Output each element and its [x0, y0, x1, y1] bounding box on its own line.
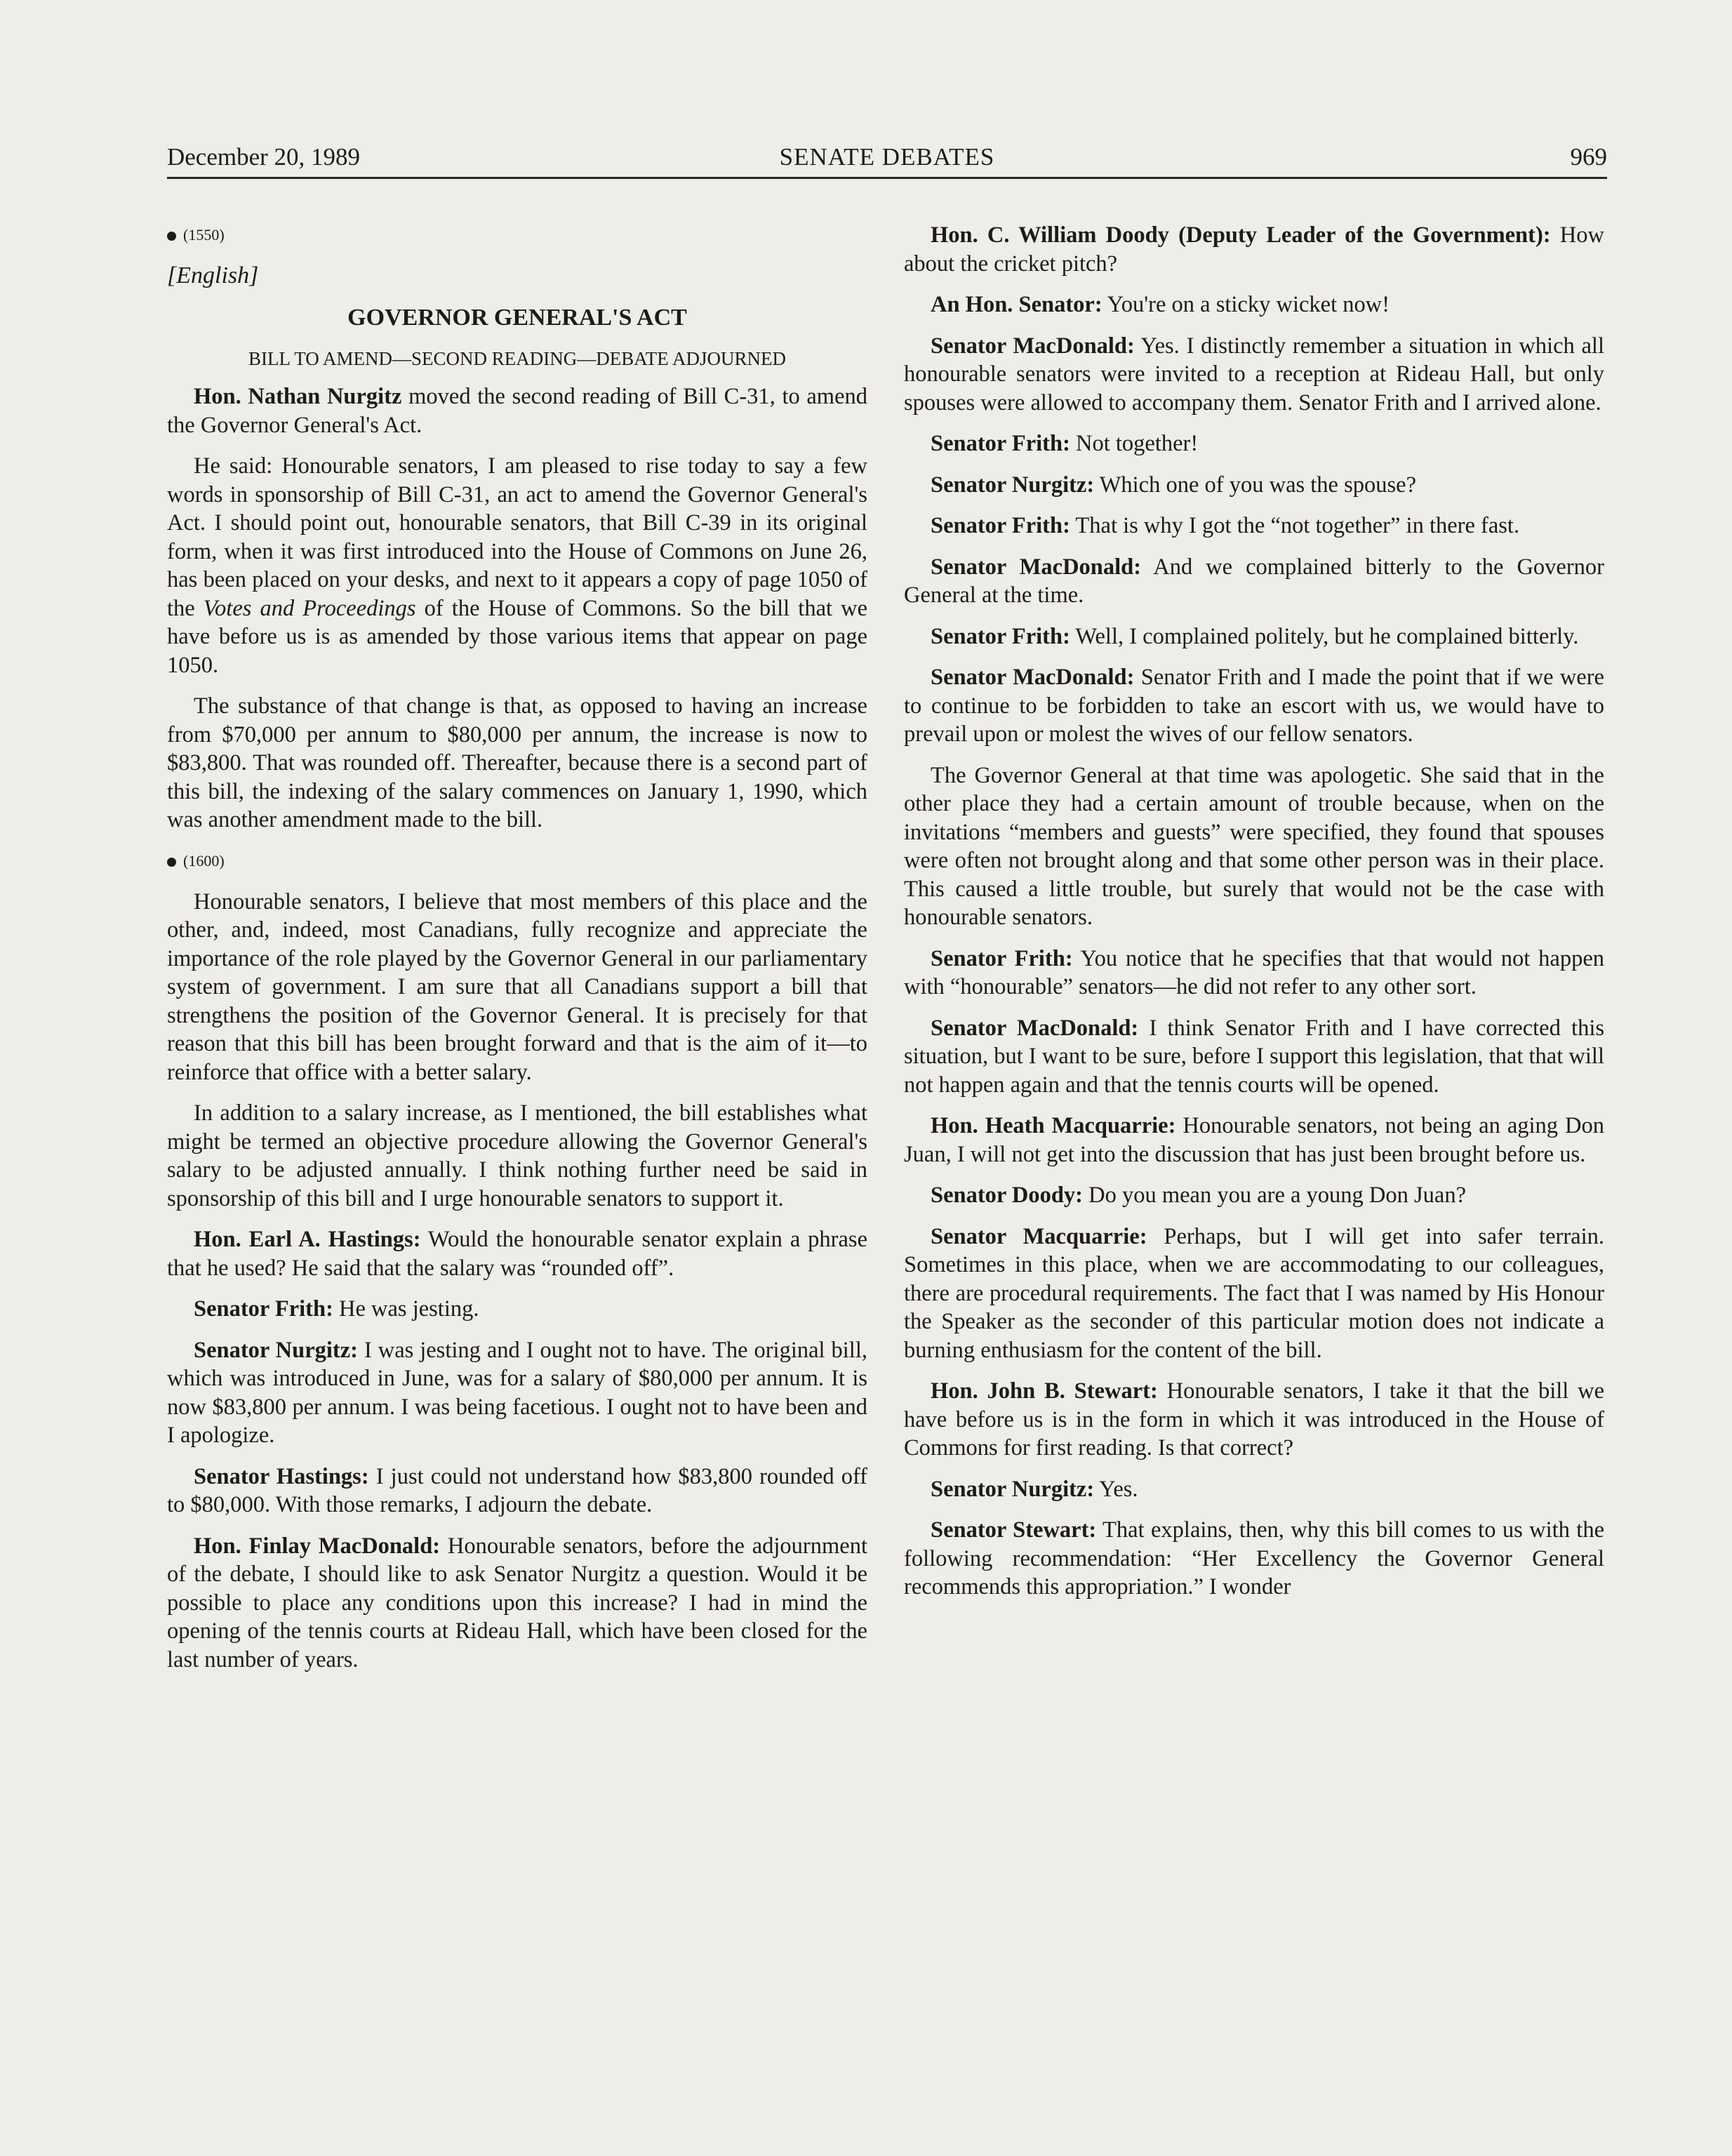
publication-title: Votes and Proceedings — [203, 595, 416, 621]
speaker: Hon. Heath Macquarrie: — [931, 1113, 1176, 1138]
paragraph: Hon. Finlay MacDonald: Honourable senators, before the adjournment of the debate, I should like to ask Senator Nurgitz a question. Would it be possible to place any conditions upon this increase? I had in mind the opening of the tennis courts at Rideau Hall, which have been closed for the last number of years. — [167, 1533, 867, 1672]
speaker: Senator Frith: — [931, 945, 1073, 971]
speaker: Senator Nurgitz: — [194, 1337, 359, 1363]
speaker: Hon. Nathan Nurgitz — [194, 384, 402, 409]
paragraph: The substance of that change is that, as opposed to having an increase from $70,000 per annum to $80,000 per annum, the increase is now to $83,800. That was rounded off. Thereafter, because there is a second part of this bill, the indexing of the salary commences on January 1, 1990, which was another amendment made to the bill. — [167, 693, 867, 832]
speaker: Hon. C. William Doody (Deputy Leader of the Government): — [931, 222, 1551, 248]
page-number: 969 — [1570, 143, 1607, 171]
paragraph: He said: Honourable senators, I am pleased to rise today to say a few words in sponsorship of Bill C-31, an act to amend the Governor General's Act. I should point out, honourable senators, that Bill C-39 in its original form, when it was first introduced into the House of Commons on June 26, has been placed on your desks, and next to it appears a copy of page 1050 of the Votes and Proceedings of the House of Commons. So the bill that we have before us is as amended by those various items that appear on page 1050. — [167, 453, 867, 678]
speaker: Senator MacDonald: — [931, 1015, 1139, 1041]
speaker: Senator Frith: — [194, 1296, 333, 1322]
paragraph: Senator Frith: Well, I complained politely, but he complained bitterly. — [931, 623, 1579, 649]
paragraph: Senator Frith: Not together! — [931, 431, 1199, 456]
speaker: Hon. Earl A. Hastings: — [194, 1227, 421, 1252]
paragraph: Senator Frith: That is why I got the “not together” in there fast. — [931, 513, 1520, 538]
speaker: Hon. John B. Stewart: — [931, 1378, 1158, 1404]
paragraph: Senator Macquarrie: Perhaps, but I will get into safer terrain. Sometimes in this place, when we are accommodating to our colleagues, there are procedural requirements. The fact that I was named by His Honour the Speaker as the seconder of this particular motion does not indicate a burning enthusiasm for the content of the bill. — [904, 1223, 1604, 1363]
paragraph: Hon. Earl A. Hastings: Would the honourable senator explain a phrase that he used? He said that the salary was “rounded off”. — [167, 1227, 867, 1281]
paragraph: The Governor General at that time was apologetic. She said that in the other place they had a certain amount of trouble because, when on the invitations “members and guests” were specified, they found that spouses were often not brought along and that some other person was in their place. This caused a little trouble, but surely that would not be the case with honourable senators. — [904, 762, 1604, 930]
speaker: Senator Hastings: — [194, 1463, 369, 1489]
paragraph: Senator MacDonald: And we complained bitterly to the Governor General at the time. — [904, 554, 1605, 608]
speaker: Senator Macquarrie: — [931, 1223, 1147, 1249]
paragraph: Senator Nurgitz: Which one of you was the spouse? — [931, 472, 1416, 498]
paragraph: Senator Nurgitz: Yes. — [931, 1476, 1138, 1502]
header-date: December 20, 1989 — [167, 143, 361, 171]
speaker: Hon. Finlay MacDonald: — [194, 1533, 441, 1559]
right-column — [904, 221, 1604, 1614]
header-title: SENATE DEBATES — [779, 143, 995, 171]
speaker: Senator Nurgitz: — [931, 472, 1095, 498]
speaker: An Hon. Senator: — [931, 292, 1103, 317]
time-marker: (1550) — [167, 221, 867, 249]
paragraph: Honourable senators, I believe that most members of this place and the other, and, indeed, most Canadians, fully recognize and appreciate the importance of the role played by the Governor General in our parliamentary system of government. I am sure that all Canadians support a bill that strengthens the position of the Governor General. It is precisely for that reason that this bill has been brought forward and that is the aim of it—to reinforce that office with a better salary. — [167, 889, 867, 1085]
time-marker: (1600) — [167, 847, 867, 875]
paragraph: Senator Stewart: That explains, then, why this bill comes to us with the following recommendation: “Her Excellency the Governor General recommends this appropriation.” I wonder — [904, 1517, 1604, 1599]
section-heading: GOVERNOR GENERAL'S ACT — [347, 305, 687, 331]
paragraph: Senator Frith: You notice that he specifies that that would not happen with “honourable” senators—he did not refer to any other sort. — [904, 945, 1604, 999]
speaker: Senator Frith: — [931, 513, 1070, 538]
paragraph: Senator Nurgitz: I was jesting and I ought not to have. The original bill, which was introduced in June, was for a salary of $80,000 per annum. It is now $83,800 per annum. I was being facetious. I ought not to have been and I apologize. — [167, 1337, 867, 1448]
paragraph: In addition to a salary increase, as I mentioned, the bill establishes what might be termed an objective procedure allowing the Governor General's salary to be adjusted annually. I think nothing further need be said in sponsorship of this bill and I urge honourable senators to support it. — [167, 1100, 867, 1211]
section-subheading: BILL TO AMEND—SECOND READING—DEBATE ADJOURNED — [248, 348, 786, 369]
paragraph: Senator MacDonald: Senator Frith and I made the point that if we were to continue to be forbidden to take an escort with us, we would have to prevail upon or molest the wives of our fellow senators. — [904, 665, 1604, 747]
bullet-icon — [167, 232, 176, 241]
paragraph: Senator MacDonald: Yes. I distinctly remember a situation in which all honourable senators were invited to a reception at Rideau Hall, but only spouses were allowed to accompany them. Senator Frith and I arrived alone. — [904, 333, 1604, 415]
page-header — [167, 142, 1607, 179]
speaker: Senator MacDonald: — [931, 554, 1142, 580]
speaker: Senator MacDonald: — [931, 665, 1135, 690]
left-column — [167, 221, 867, 1686]
paragraph: An Hon. Senator: You're on a sticky wicket now! — [931, 292, 1390, 317]
speaker: Senator Stewart: — [931, 1517, 1097, 1543]
paragraph: Senator MacDonald: I think Senator Frith and I have corrected this situation, but I want to be sure, before I support this legislation, that that will not happen again and that the tennis courts will be opened. — [904, 1015, 1604, 1098]
speaker: Senator Frith: — [931, 623, 1070, 649]
paragraph: Hon. John B. Stewart: Honourable senators, I take it that the bill we have before us is in the form in which it was introduced in the House of Commons for first reading. Is that correct? — [904, 1378, 1605, 1460]
language-label: [English] — [167, 262, 259, 288]
speaker: Senator MacDonald: — [931, 333, 1135, 359]
speaker: Senator Nurgitz: — [931, 1476, 1095, 1502]
bullet-icon — [167, 858, 176, 867]
paragraph: Hon. Nathan Nurgitz moved the second reading of Bill C-31, to amend the Governor General's Act. — [167, 384, 868, 438]
speaker: Senator Frith: — [931, 431, 1070, 456]
paragraph: Hon. C. William Doody (Deputy Leader of the Government): How about the cricket pitch? — [904, 222, 1604, 277]
paragraph: Senator Hastings: I just could not understand how $83,800 rounded off to $80,000. With those remarks, I adjourn the debate. — [167, 1463, 868, 1517]
paragraph: Senator Frith: He was jesting. — [194, 1296, 479, 1322]
speaker: Senator Doody: — [931, 1183, 1083, 1208]
paragraph: Senator Doody: Do you mean you are a young Don Juan? — [931, 1183, 1467, 1208]
paragraph: Hon. Heath Macquarrie: Honourable senators, not being an aging Don Juan, I will not get into the discussion that has just been brought before us. — [904, 1113, 1604, 1167]
